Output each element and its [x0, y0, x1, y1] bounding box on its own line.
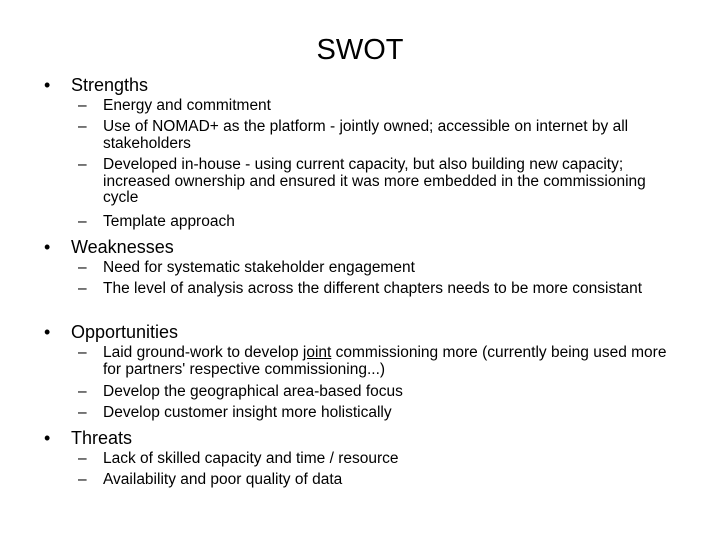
bullet-icon: • — [44, 322, 51, 342]
list-item-text: Energy and commitment — [103, 97, 271, 114]
list-item-text: Availability and poor quality of data — [103, 471, 343, 488]
dash-icon: – — [78, 259, 87, 276]
list-item-text — [103, 345, 678, 378]
section-label-weaknesses: Weaknesses — [71, 237, 174, 257]
dash-icon: – — [78, 156, 87, 173]
list-item — [78, 98, 678, 115]
section-label-opportunities: Opportunities — [71, 322, 179, 342]
slide-title — [0, 30, 720, 70]
list-item — [78, 157, 678, 207]
list-item-text: Template approach — [103, 213, 235, 230]
underlined-word-joint: joint — [302, 344, 332, 361]
list-item-text: The level of analysis across the different chapters needs to be more consistant — [103, 280, 643, 297]
dash-icon: – — [78, 471, 87, 488]
list-item — [78, 260, 678, 277]
dash-icon: – — [78, 383, 87, 400]
dash-icon: – — [78, 450, 87, 467]
dash-icon: – — [78, 97, 87, 114]
bullet-icon: • — [44, 75, 51, 95]
list-item-text: Use of NOMAD+ as the platform - jointly owned; accessible on internet by all stakeholders — [103, 118, 629, 152]
list-item-text-after: commissioning more (currently being used more for partners' respective commissioning...) — [103, 344, 667, 378]
list-item — [78, 214, 678, 231]
dash-icon: – — [78, 118, 87, 135]
list-item — [78, 384, 678, 401]
list-item — [78, 345, 678, 378]
dash-icon: – — [78, 213, 87, 230]
list-item-text: Lack of skilled capacity and time / resource — [103, 450, 399, 467]
section-label-strengths: Strengths — [71, 75, 149, 95]
list-item-text: Develop customer insight more holistically — [103, 404, 392, 421]
list-item — [78, 119, 678, 152]
list-item-text-before: Laid ground-work to develop — [103, 344, 303, 361]
section-label-threats: Threats — [71, 428, 133, 448]
dash-icon: – — [78, 344, 87, 361]
list-item — [78, 472, 678, 489]
dash-icon: – — [78, 280, 87, 297]
list-item-text: Develop the geographical area-based focus — [103, 383, 403, 400]
list-item — [78, 405, 678, 422]
bullet-icon: • — [44, 237, 51, 257]
list-item-text: Developed in-house - using current capacity, but also building new capacity; increased ownership and ensured it was more embedded in the commissioning cycle — [103, 156, 646, 206]
list-item — [78, 281, 678, 298]
dash-icon: – — [78, 404, 87, 421]
slide-title-text: SWOT — [316, 34, 404, 66]
list-item — [78, 451, 678, 468]
list-item-text: Need for systematic stakeholder engagement — [103, 259, 415, 276]
bullet-icon: • — [44, 428, 51, 448]
